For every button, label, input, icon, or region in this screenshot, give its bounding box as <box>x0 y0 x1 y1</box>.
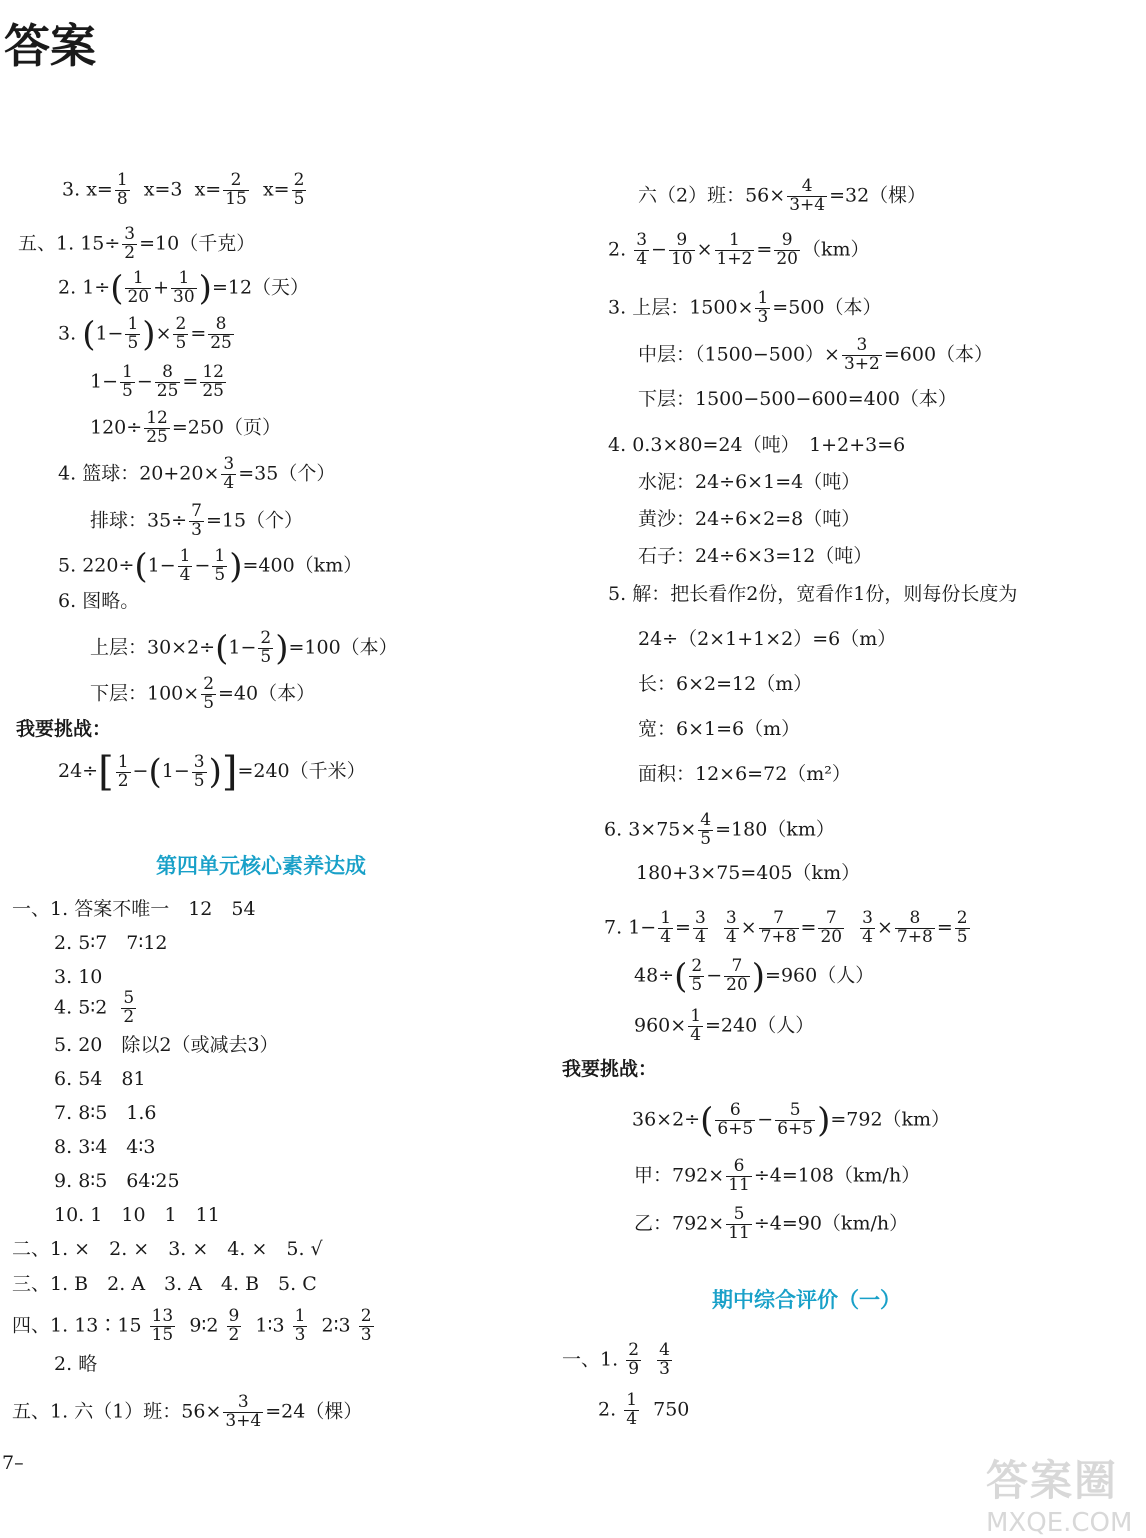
item-label: 3. <box>62 178 81 201</box>
answer-line: 7. 8∶5 1.6 <box>54 1102 157 1124</box>
answer-line: 36×2÷( $\frac{6}{6+5}$ − $\frac{5}{6+5}$ )=792（km） <box>632 1100 951 1141</box>
item-label: 9. <box>54 1170 73 1192</box>
answer-line: 2. $\frac{1}{4}$ 750 <box>598 1390 690 1429</box>
fraction: $\frac{3}{5}$ <box>193 751 205 791</box>
fraction: $\frac{2}{15}$ <box>225 170 247 209</box>
answer-line: 180+3×75=405（km） <box>636 862 861 884</box>
answer-line: 6. 图略。 <box>58 590 140 612</box>
fraction: $\frac{1}{3}$ <box>294 1306 306 1345</box>
item-label: 一、1. <box>12 898 69 920</box>
fraction: $\frac{3}{2}$ <box>124 224 136 263</box>
watermark-logo <box>986 1448 1136 1538</box>
fraction: $\frac{3}{4}$ <box>223 454 235 493</box>
answer-line: 8. 3∶4 4∶3 <box>54 1136 156 1158</box>
answer-line: 上层：30×2÷(1− $\frac{2}{5}$ )=100（本） <box>90 628 398 669</box>
answer-line: 120÷ $\frac{12}{25}$ =250（页） <box>90 408 282 447</box>
section-heading: 期中综合评价（一） <box>712 1288 901 1312</box>
item-label: 一、1. <box>562 1348 619 1371</box>
item-label: 7. <box>604 916 623 939</box>
item-label: 四、1. <box>12 1314 69 1337</box>
fraction: $\frac{9}{2}$ <box>228 1306 240 1345</box>
fraction: $\frac{9}{10}$ <box>670 230 693 269</box>
answer-line: 1− $\frac{1}{5}$ − $\frac{8}{25}$ = $\frac{12}{25}$ <box>90 362 224 401</box>
answer-line: 6. 3×75× $\frac{4}{5}$ =180（km） <box>604 810 835 849</box>
fraction: $\frac{1}{30}$ <box>173 268 195 307</box>
fraction: $\frac{6}{6+5}$ <box>717 1100 754 1139</box>
fraction: $\frac{1}{4}$ <box>179 546 191 585</box>
fraction: $\frac{12}{25}$ <box>202 362 224 401</box>
answer-line: 下层：1500−500−600=400（本） <box>638 388 957 410</box>
item-label: 五、1. <box>12 1400 69 1423</box>
fraction: $\frac{1}{4}$ <box>626 1390 638 1429</box>
answer-line: 六（2）班：56× $\frac{4}{3+4}$ =32（棵） <box>638 176 927 215</box>
fraction: $\frac{2}{5}$ <box>956 908 968 947</box>
fraction: $\frac{7}{20}$ <box>726 956 748 995</box>
answer-line: 4. 篮球：20+20× $\frac{3}{4}$ =35（个） <box>58 454 336 493</box>
section-heading: 第四单元核心素养达成 <box>156 854 366 878</box>
answer-line: 甲：792× $\frac{6}{11}$ ÷4=108（km/h） <box>634 1156 921 1195</box>
item-label: 8. <box>54 1136 73 1158</box>
answer-line: 5. 220÷(1− $\frac{1}{4}$ − $\frac{1}{5}$ )=400（km） <box>58 546 363 587</box>
fraction: $\frac{8}{7+8}$ <box>896 908 933 947</box>
fraction: $\frac{2}{5}$ <box>260 628 272 667</box>
fraction: $\frac{3}{4}$ <box>694 908 706 947</box>
answer-line: 4. 5∶2 $\frac{5}{2}$ <box>54 988 135 1027</box>
answer-line: 下层：100× $\frac{2}{5}$ =40（本） <box>90 674 316 713</box>
answer-line: 长：6×2=12（m） <box>638 673 813 695</box>
fraction: $\frac{1}{5}$ <box>122 362 133 401</box>
answer-line: 五、1. 15÷ $\frac{3}{2}$ =10（千克） <box>18 224 256 263</box>
fraction: $\frac{2}{9}$ <box>628 1340 640 1379</box>
fraction: $\frac{3}{3+2}$ <box>843 335 880 374</box>
fraction: $\frac{13}{15}$ <box>151 1306 174 1345</box>
item-label: 三、 <box>12 1273 51 1295</box>
answer-line: 一、1. 答案不唯一 12 54 <box>12 898 256 920</box>
fraction: $\frac{7}{3}$ <box>191 501 202 540</box>
answer-line: 3. x= $\frac{1}{8}$ x=3 x= $\frac{2}{15}$ x= $\frac{2}{5}$ <box>62 170 305 209</box>
fraction: $\frac{3}{3+4}$ <box>225 1392 262 1431</box>
fraction: $\frac{7}{20}$ <box>820 908 843 947</box>
fraction: $\frac{1}{4}$ <box>660 908 672 947</box>
answer-line: 960× $\frac{1}{4}$ =240（人） <box>634 1006 815 1045</box>
fraction: $\frac{8}{25}$ <box>210 314 232 353</box>
item-label: 4. <box>54 996 73 1019</box>
fraction: $\frac{1}{3}$ <box>757 288 769 327</box>
answer-line: 48÷( $\frac{2}{5}$ − $\frac{7}{20}$ )=960（人） <box>634 956 875 997</box>
item-label: 3. <box>54 966 73 988</box>
item-label: 6. <box>58 590 77 612</box>
fraction: $\frac{1}{2}$ <box>117 751 129 791</box>
answer-line: 2. 5∶7 7∶12 <box>54 932 168 954</box>
answer-line: 2. $\frac{3}{4}$ − $\frac{9}{10}$ × $\frac{1}{1+2}$ = $\frac{9}{20}$ （km） <box>608 230 870 269</box>
fraction: $\frac{5}{11}$ <box>728 1204 750 1243</box>
item-label: 2. <box>598 1398 617 1421</box>
answer-line: 5. 20 除以2（或减去3） <box>54 1034 279 1056</box>
fraction: $\frac{1}{4}$ <box>690 1006 702 1045</box>
fraction: $\frac{7}{7+8}$ <box>760 908 797 947</box>
answer-line: 2. 1÷( $\frac{1}{20}$ + $\frac{1}{30}$ )=12（天） <box>58 268 310 309</box>
fraction: $\frac{2}{5}$ <box>691 956 703 995</box>
item-label: 5. <box>54 1034 73 1056</box>
answer-line: 9. 8∶5 64∶25 <box>54 1170 180 1192</box>
answer-line: 黄沙：24÷6×2=8（吨） <box>638 508 861 530</box>
answer-line: 3. (1− $\frac{1}{5}$ )× $\frac{2}{5}$ = $\frac{8}{25}$ <box>58 314 232 355</box>
item-label: 3. <box>58 322 77 345</box>
fraction: $\frac{4}{3+4}$ <box>789 176 826 215</box>
answer-line: 10. 1 10 1 11 <box>54 1204 220 1226</box>
item-label: 2. <box>608 238 627 261</box>
answer-line: 中层：（1500−500）× $\frac{3}{3+2}$ =600（本） <box>638 335 994 374</box>
item-label: 3. <box>608 296 627 319</box>
item-label: 6. <box>604 818 623 841</box>
answer-line: 三、1. B 2. A 3. A 4. B 5. C <box>12 1273 317 1295</box>
item-label: 7. <box>54 1102 73 1124</box>
watermark-text: 答案圈 <box>986 1456 1119 1505</box>
answer-line: 6. 54 81 <box>54 1068 146 1090</box>
answer-line: 水泥：24÷6×1=4（吨） <box>638 471 861 493</box>
answer-line: 四、1. 13∶15 $\frac{13}{15}$ 9∶2 $\frac{9}{2}$ 1∶3 $\frac{1}{3}$ 2∶3 $\frac{2}{3}$ <box>12 1306 372 1345</box>
item-label: 2. <box>54 932 73 954</box>
answer-line: 石子：24÷6×3=12（吨） <box>638 545 873 567</box>
answer-line: 五、1. 六（1）班：56× $\frac{3}{3+4}$ =24（棵） <box>12 1392 363 1431</box>
answer-line <box>562 1342 674 1379</box>
page-title: 答案 <box>4 19 96 73</box>
fraction: $\frac{6}{11}$ <box>728 1156 750 1195</box>
challenge-heading: 我要挑战： <box>562 1058 658 1080</box>
fraction: $\frac{3}{4}$ <box>725 908 737 947</box>
fraction: $\frac{5}{2}$ <box>123 988 135 1027</box>
fraction: $\frac{1}{20}$ <box>127 268 150 307</box>
fraction: $\frac{1}{8}$ <box>116 170 128 209</box>
answer-line: 24÷（2×1+1×2）=6（m） <box>638 628 897 650</box>
answer-line: 5. 解：把长看作2份，宽看作1份，则每份长度为 <box>608 583 1018 605</box>
answer-line: 乙：792× $\frac{5}{11}$ ÷4=90（km/h） <box>634 1204 909 1243</box>
fraction: $\frac{9}{20}$ <box>776 230 798 269</box>
item-label: 6. <box>54 1068 73 1090</box>
item-label: 4. <box>608 434 627 456</box>
fraction: $\frac{2}{3}$ <box>360 1306 372 1345</box>
challenge-heading: 我要挑战： <box>16 718 112 740</box>
fraction: $\frac{3}{4}$ <box>862 908 873 947</box>
answer-line: 宽：6×1=6（m） <box>638 718 801 740</box>
fraction: $\frac{2}{5}$ <box>203 674 215 713</box>
item-label: 5. <box>58 554 77 577</box>
fraction: $\frac{2}{5}$ <box>293 170 305 209</box>
answer-line: 排球：35÷ $\frac{7}{3}$ =15（个） <box>90 501 304 540</box>
answer-line: 7. 1− $\frac{1}{4}$ = $\frac{3}{4}$ $\frac{3}{4}$ × $\frac{7}{7+8}$ = $\frac{7}{20}$ $\frac{3}{4}$ × $\frac{8}{7+8}$ = $\frac{2}{5}$ <box>604 908 968 947</box>
item-label: 五、1. <box>18 232 75 255</box>
item-label: 4. <box>58 462 77 485</box>
fraction: $\frac{2}{5}$ <box>175 314 187 353</box>
answer-line: 4. 0.3×80=24（吨） 1+2+3=6 <box>608 434 906 456</box>
item-label: 2. <box>54 1353 73 1375</box>
answer-line: 2. 略 <box>54 1353 98 1375</box>
item-label: 2. <box>58 276 77 299</box>
fraction: $\frac{8}{25}$ <box>156 362 179 401</box>
fraction: $\frac{5}{6+5}$ <box>777 1100 814 1139</box>
fraction: $\frac{4}{3}$ <box>659 1340 670 1379</box>
watermark-url: MXQE.COM <box>986 1508 1133 1538</box>
fraction: $\frac{3}{4}$ <box>636 230 648 269</box>
fraction: $\frac{12}{25}$ <box>146 408 168 447</box>
answer-line: 面积：12×6=72（m²） <box>638 763 851 785</box>
fraction: $\frac{1}{5}$ <box>214 546 226 585</box>
item-label: 二、 <box>12 1238 51 1260</box>
answer-line: 3. 上层：1500× $\frac{1}{3}$ =500（本） <box>608 288 882 327</box>
item-label: 10. <box>54 1204 85 1226</box>
fraction: $\frac{1}{1+2}$ <box>716 230 753 269</box>
page-number: 7– <box>2 1452 24 1474</box>
fraction: $\frac{4}{5}$ <box>700 810 712 849</box>
answer-line: 3. 10 <box>54 966 103 988</box>
answer-line: 二、1. × 2. × 3. × 4. × 5. √ <box>12 1238 323 1260</box>
answer-line: 24÷[ $\frac{1}{2}$ −(1− $\frac{3}{5}$ )]=240（千米） <box>58 749 366 795</box>
item-label: 5. <box>608 583 627 605</box>
fraction: $\frac{1}{5}$ <box>127 314 139 353</box>
